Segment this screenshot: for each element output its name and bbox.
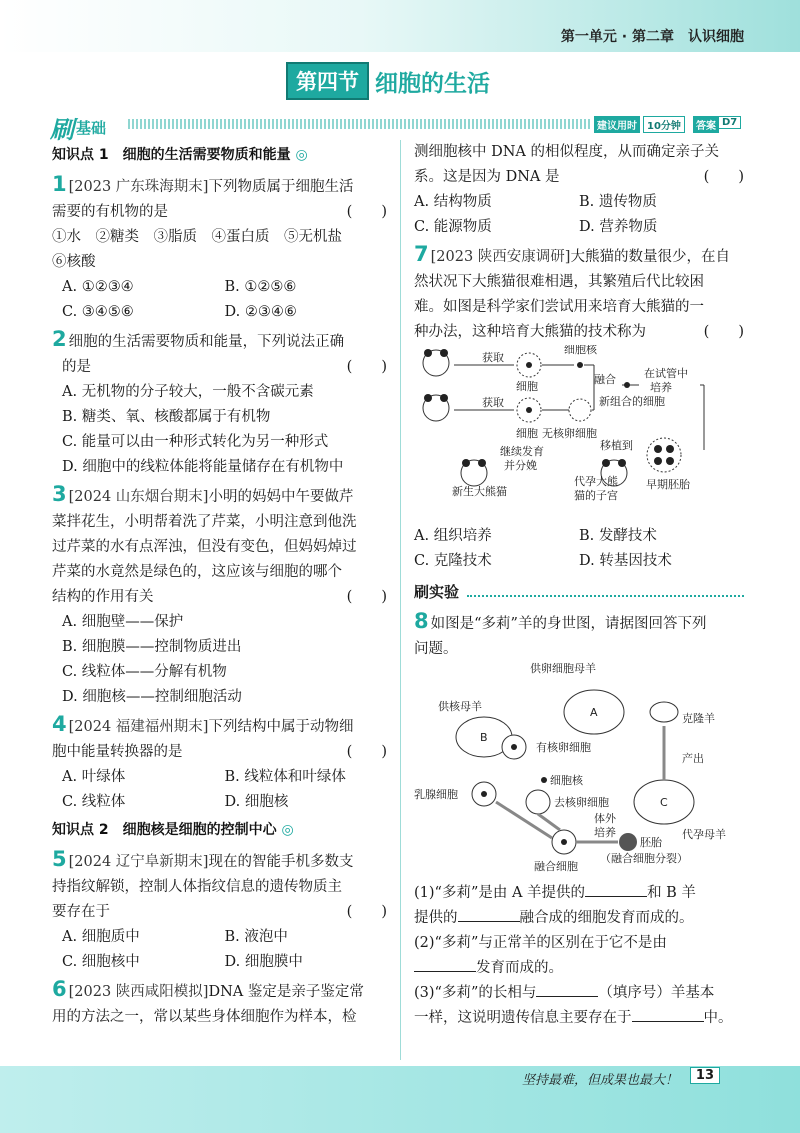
question-1: 1 [2023 广东珠海期末]下列物质属于细胞生活 需要的有机物的是 ( ) ①水 ②糖类 ③脂质 ④蛋白质 ⑤无机盐 ⑥核酸 A. ①②③④ B. ①②⑤⑥ C. ③④⑤⑥ D. ②③④⑥ [52,172,387,325]
answer-label: 答案 [693,116,719,133]
option-b[interactable]: B. 液泡中 [224,929,288,945]
section-number: 第四节 [286,62,369,100]
svg-text:细胞核: 细胞核 [550,774,583,787]
question-4: 4 [2024 福建福州期末]下列结构中属于动物细 胞中能量转换器的是 ( ) A. 叶绿体 B. 线粒体和叶绿体 C. 线粒体 D. 细胞核 [52,712,387,815]
svg-text:B: B [480,731,488,744]
svg-text:供卵细胞母羊: 供卵细胞母羊 [530,662,596,675]
option-c[interactable]: C. 能量可以由一种形式转化为另一种形式 [62,434,329,450]
question-2: 2 细胞的生活需要物质和能量，下列说法正确 的是 ( ) A. 无机物的分子较大，一般不含碳元素 B. 糖类、氧、核酸都属于有机物 C. 能量可以由一种形式转化为另一种形式 D. 细胞中的线粒体能将能量储存在有机物中 [52,327,387,480]
bottom-banner [0,1066,800,1133]
svg-text:继续发育: 继续发育 [500,445,544,458]
svg-text:新组合的细胞: 新组合的细胞 [599,395,665,408]
question-8: 8 如图是“多莉”羊的身世图，请据图回答下列 问题。 供卵细胞母羊 供核母羊 克隆羊 产出 B A C 有核卵细胞 细胞核 去核卵细胞 乳腺细胞 融合细胞 体外 培养 胚胎 （融合细胞分裂） 代孕母羊 (1)“多莉”是由 A 羊提供的 和 B 羊 提供的 融合成的细胞发育而成的。 (2)“多莉”与正常羊的区别在于它不是由 发育而成的。 (3)“多莉”的长相与 （填序号）羊基本 一样，这说明遗传信息主要存在于 中。 [414,609,744,1031]
right-column [414,140,744,1031]
answer-value: D7 [718,116,741,129]
option-b[interactable]: B. 糖类、氧、核酸都属于有机物 [62,409,271,425]
option-c[interactable]: C. 线粒体——分解有机物 [62,664,227,680]
svg-text:去核卵细胞: 去核卵细胞 [554,796,609,809]
svg-text:无核卵细胞: 无核卵细胞 [542,427,597,440]
question-6-continued: 测细胞核中 DNA 的相似程度，从而确定亲子关 系。这是因为 DNA 是 ( ) A. 结构物质 B. 遗传物质 C. 能源物质 D. 营养物质 [414,140,744,240]
left-column [52,140,387,1030]
page-number: 13 [690,1067,720,1084]
option-d[interactable]: D. 细胞核——控制细胞活动 [62,689,242,705]
svg-text:在试管中: 在试管中 [644,367,688,380]
svg-text:获取: 获取 [482,396,504,409]
section-name: 细胞的生活 [375,69,490,97]
svg-text:（融合细胞分裂）: （融合细胞分裂） [600,852,688,865]
panda-cloning-figure [414,345,744,524]
dotted-line [467,589,744,597]
svg-text:A: A [590,706,598,719]
option-d[interactable]: D. 细胞中的线粒体能将能量储存在有机物中 [62,459,344,475]
option-c[interactable]: C. ③④⑤⑥ [62,304,134,320]
svg-text:早期胚胎: 早期胚胎 [646,478,690,491]
question-3: 3 [2024 山东烟台期末]小明的妈妈中午要做芹 菜拌花生，小明帮着洗了芹菜，小明注意到他洗 过芹菜的水有点浑浊，但没有变色，但妈妈焯过 芹菜的水竟然是绿色的，这应该与细胞的哪个 结构的作用有关 ( ) A. 细胞壁——保护 B. 细胞膜——控制物质进出 C. 线粒体——分解有机物 D. 细胞核——控制细胞活动 [52,482,387,710]
column-divider [400,140,401,1060]
question-6: 6 [2023 陕西咸阳模拟]DNA 鉴定是亲子鉴定常 用的方法之一，常以某些身体细胞作为样本，检 [52,977,364,1025]
svg-text:乳腺细胞: 乳腺细胞 [414,788,458,801]
option-c[interactable]: C. 能源物质 [414,219,492,235]
option-a[interactable]: A. 组织培养 [414,528,492,544]
option-a[interactable]: A. 无机物的分子较大，一般不含碳元素 [62,384,314,400]
option-d[interactable]: D. ②③④⑥ [224,304,297,320]
answer-blank[interactable] [632,1008,704,1022]
time-label: 建议用时 [594,116,640,133]
section-title [286,62,490,100]
option-d[interactable]: D. 细胞膜中 [224,954,303,970]
svg-text:培养: 培养 [594,826,616,839]
option-a[interactable]: A. 细胞质中 [62,929,140,945]
svg-text:产出: 产出 [682,752,704,765]
time-value: 10分钟 [643,116,685,133]
panda-diagram [414,345,714,515]
svg-text:细胞: 细胞 [516,427,538,440]
chapter-label: 第一单元 · 第二章 认识细胞 [560,29,744,45]
dolly-diagram [414,662,744,872]
svg-text:融合细胞: 融合细胞 [534,860,578,872]
svg-text:代孕母羊: 代孕母羊 [682,828,726,841]
svg-text:代孕大熊: 代孕大熊 [574,475,618,488]
svg-text:胚胎: 胚胎 [640,836,662,849]
svg-text:新生大熊猫: 新生大熊猫 [452,485,507,498]
option-b[interactable]: B. 发酵技术 [579,528,657,544]
svg-text:培养: 培养 [650,381,672,394]
option-a[interactable]: A. 结构物质 [414,194,492,210]
svg-text:体外: 体外 [594,812,616,825]
svg-text:猫的子宫: 猫的子宫 [574,489,618,502]
knowledge-point-2: 知识点 2 细胞核是细胞的控制中心 ◎ [52,822,294,838]
svg-text:有核卵细胞: 有核卵细胞 [536,741,591,754]
question-7: 7 [2023 陕西安康调研]大熊猫的数量很少，在自 然状况下大熊猫很难相遇，其繁殖后代比较困 难。如图是科学家们尝试用来培育大熊猫的一 种办法，这种培育大熊猫的技术称为 ( ) 获取 获取 细胞 细胞 细胞核 无核卵细胞 融合 在试管中 培养 新组合的细胞 移植到 早期胚胎 继续发育 并分娩 新生大熊猫 代孕大熊 猫的子宫 A. 组织培养 B. 发酵技术 C. 克隆技术 D. 转基因技术 [414,242,744,574]
option-c[interactable]: C. 克隆技术 [414,553,492,569]
option-a[interactable]: A. ①②③④ [62,279,134,295]
svg-text:移植到: 移植到 [600,439,633,452]
target-icon: ◎ [295,147,308,163]
svg-text:并分娩: 并分娩 [504,459,537,472]
option-d[interactable]: D. 转基因技术 [579,553,672,569]
option-c[interactable]: C. 细胞核中 [62,954,140,970]
answer-blank[interactable] [536,983,598,997]
option-c[interactable]: C. 线粒体 [62,794,126,810]
answer-blank[interactable] [414,958,476,972]
decorative-stripe [128,119,590,129]
option-b[interactable]: B. 线粒体和叶绿体 [224,769,346,785]
svg-text:克隆羊: 克隆羊 [682,712,715,725]
option-a[interactable]: A. 叶绿体 [62,769,126,785]
knowledge-point-1: 知识点 1 细胞的生活需要物质和能量 ◎ [52,147,308,163]
dolly-figure [414,662,744,881]
option-b[interactable]: B. ①②⑤⑥ [224,279,297,295]
option-a[interactable]: A. 细胞壁——保护 [62,614,184,630]
footer-motto: 坚持最难，但成果也最大！ [521,1073,678,1088]
answer-blank[interactable] [585,883,647,897]
experiment-header [414,580,744,605]
shua-jichu-logo: 刷 基础 [50,116,107,144]
option-b[interactable]: B. 细胞膜——控制物质进出 [62,639,242,655]
experiment-label: 刷实验 [414,583,460,601]
svg-text:C: C [660,796,668,809]
option-d[interactable]: D. 细胞核 [224,794,289,810]
option-d[interactable]: D. 营养物质 [579,219,658,235]
target-icon: ◎ [281,822,294,838]
svg-text:供核母羊: 供核母羊 [438,700,482,713]
svg-text:细胞: 细胞 [516,380,538,393]
svg-text:细胞核: 细胞核 [564,345,597,356]
svg-text:融合: 融合 [594,373,616,386]
answer-blank[interactable] [458,908,520,922]
fig-label: 获取 [482,351,504,364]
option-b[interactable]: B. 遗传物质 [579,194,657,210]
question-5: 5 [2024 辽宁阜新期末]现在的智能手机多数支 持指纹解锁，控制人体指纹信息的遗传物质主 要存在于 ( ) A. 细胞质中 B. 液泡中 C. 细胞核中 D. 细胞膜中 [52,847,387,975]
